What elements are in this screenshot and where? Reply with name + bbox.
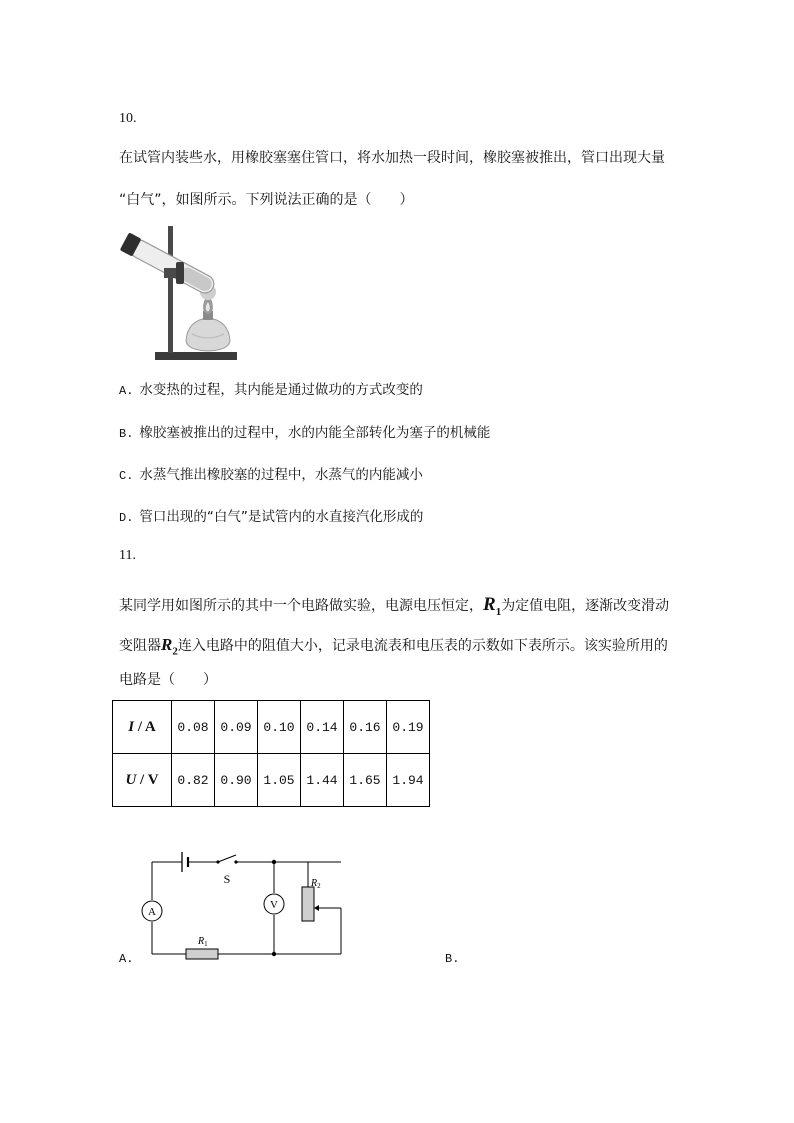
table-header-voltage <box>113 754 172 807</box>
q10-option-d[interactable] <box>119 505 423 525</box>
junction-dot <box>272 860 276 864</box>
option-letter: A. <box>119 384 134 398</box>
option-letter: A. <box>119 952 134 966</box>
table-cell: 0.08 <box>172 701 215 754</box>
question-10-number: 10. <box>119 111 137 126</box>
measurement-table <box>112 700 430 807</box>
r2-label <box>310 878 321 890</box>
test-tube-heating-icon <box>118 222 240 364</box>
switch-terminal <box>234 860 237 863</box>
question-11-number: 11. <box>119 548 136 563</box>
rheostat-r2-icon <box>302 887 314 921</box>
table-cell: 0.10 <box>258 701 301 754</box>
r2-letter: R <box>161 635 173 654</box>
table-cell: 0.09 <box>215 701 258 754</box>
question-11-stem-line3: 电路是（ ） <box>119 672 217 688</box>
table-row-current <box>113 701 430 754</box>
r2-label-sub: 2 <box>317 882 321 890</box>
option-letter: B. <box>445 952 460 966</box>
option-text: 水变热的过程，其内能是通过做功的方式改变的 <box>139 382 423 398</box>
junction-dot <box>272 952 276 956</box>
option-text: 水蒸气推出橡胶塞的过程中，水蒸气的内能减小 <box>139 467 423 483</box>
q10-option-c[interactable] <box>119 463 423 483</box>
table-cell: 1.65 <box>344 754 387 807</box>
table-cell: 1.94 <box>387 754 430 807</box>
header-var: U <box>125 771 137 788</box>
q10-option-a[interactable] <box>119 378 423 398</box>
table-cell: 1.05 <box>258 754 301 807</box>
switch-terminal <box>216 860 219 863</box>
resistor-r1-icon <box>186 949 218 959</box>
slider-arrow-icon <box>314 905 319 911</box>
r1-symbol <box>483 594 502 618</box>
option-letter: C. <box>119 469 134 483</box>
stem-text: 连入电路中的阻值大小，记录电流表和电压表的示数如下表所示。该实验所用的 <box>177 638 668 654</box>
stem-text: 某同学用如图所示的其中一个电路做实验，电源电压恒定， <box>119 598 483 614</box>
table-cell: 0.90 <box>215 754 258 807</box>
table-cell: 0.16 <box>344 701 387 754</box>
header-unit: / V <box>136 771 159 788</box>
voltmeter-label: V <box>270 899 278 911</box>
r1-letter: R <box>483 594 496 615</box>
q10-option-b[interactable] <box>119 421 490 441</box>
r2-label-letter: R <box>311 878 318 889</box>
table-cell: 0.82 <box>172 754 215 807</box>
r2-symbol <box>161 635 178 658</box>
ammeter-label: A <box>148 906 156 918</box>
question-11-stem-line1 <box>119 595 669 622</box>
circuit-diagram-a <box>138 850 350 965</box>
table-row-voltage <box>113 754 430 807</box>
q11-option-a[interactable] <box>119 950 139 966</box>
r2-subscript: 2 <box>172 645 178 658</box>
r1-label-sub: 1 <box>204 940 208 948</box>
question-10-stem-line1: 在试管内装些水，用橡胶塞塞住管口，将水加热一段时间，橡胶塞被推出，管口出现大量 <box>119 150 665 166</box>
table-header-current <box>113 701 172 754</box>
table-cell: 0.19 <box>387 701 430 754</box>
r1-subscript: 1 <box>495 605 502 618</box>
option-text: 橡胶塞被推出的过程中，水的内能全部转化为塞子的机械能 <box>139 425 491 441</box>
question-10-stem-line2: “白气”，如图所示。下列说法正确的是（ ） <box>119 192 414 208</box>
r1-label <box>197 936 208 948</box>
option-letter: B. <box>119 427 134 441</box>
option-letter: D. <box>119 511 134 525</box>
r1-label-letter: R <box>198 936 205 947</box>
stem-text: 为定值电阻，逐渐改变滑动 <box>501 598 670 614</box>
stem-text: 变阻器 <box>119 638 161 654</box>
header-unit: / A <box>134 718 156 735</box>
option-text: 管口出现的“白气”是试管内的水直接汽化形成的 <box>139 509 424 525</box>
question-11-stem-line2 <box>119 635 668 661</box>
table-cell: 1.44 <box>301 754 344 807</box>
q11-option-b[interactable] <box>445 950 465 966</box>
switch-label: S <box>223 872 231 886</box>
table-cell: 0.14 <box>301 701 344 754</box>
header-var: I <box>128 718 135 735</box>
